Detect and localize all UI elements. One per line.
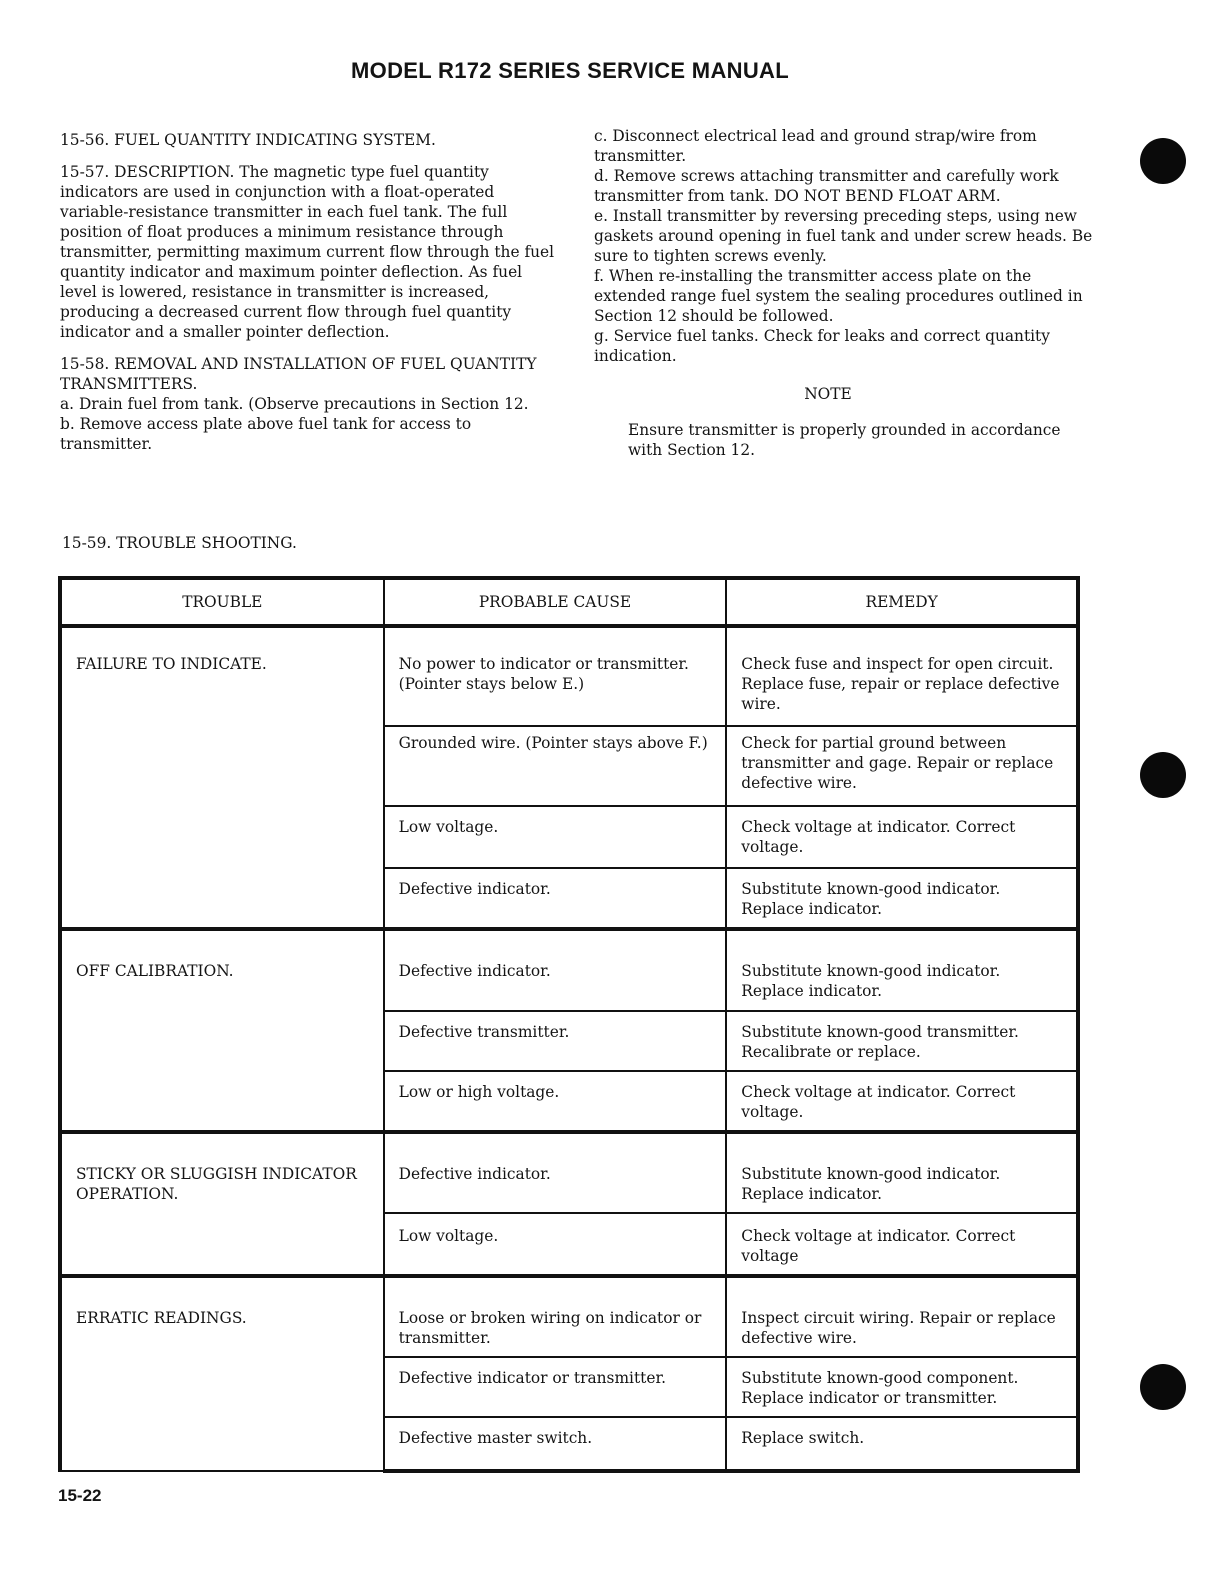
cause-cell: Low voltage.: [384, 806, 727, 868]
remedy-cell: Inspect circuit wiring. Repair or replace defective wire.: [726, 1276, 1078, 1357]
note-heading: NOTE: [804, 385, 852, 403]
table-row: [60, 1276, 1078, 1357]
column-header-remedy: REMEDY: [726, 578, 1078, 626]
table-row: [60, 626, 1078, 726]
trouble-off-calibration: OFF CALIBRATION.: [60, 929, 384, 1132]
step-g: g. Service fuel tanks. Check for leaks and correct quantity indication.: [594, 327, 1050, 365]
troubleshooting-table: [58, 576, 1080, 1473]
cause-cell: Defective master switch.: [384, 1417, 727, 1471]
step-d: d. Remove screws attaching transmitter and carefully work transmitter from tank. DO NOT BEND FLOAT ARM.: [594, 167, 1059, 205]
section-heading-fuel-quantity: 15-56. FUEL QUANTITY INDICATING SYSTEM.: [60, 131, 436, 149]
page-number: 15-22: [58, 1486, 102, 1505]
remedy-cell: Substitute known-good indicator. Replace indicator.: [726, 929, 1078, 1011]
step-c: c. Disconnect electrical lead and ground strap/wire from transmitter.: [594, 127, 1037, 165]
remedy-cell: Substitute known-good component. Replace indicator or transmitter.: [726, 1357, 1078, 1417]
remedy-cell: Check fuse and inspect for open circuit. Replace fuse, repair or replace defective wire.: [726, 626, 1078, 726]
remedy-cell: Substitute known-good indicator. Replace indicator.: [726, 868, 1078, 929]
page-title: MODEL R172 SERIES SERVICE MANUAL: [351, 58, 789, 83]
table-row: [60, 929, 1078, 1011]
troubleshooting-heading: 15-59. TROUBLE SHOOTING.: [62, 534, 297, 552]
cause-cell: Defective indicator.: [384, 868, 727, 929]
remedy-cell: Substitute known-good indicator. Replace indicator.: [726, 1132, 1078, 1213]
cause-cell: Defective indicator or transmitter.: [384, 1357, 727, 1417]
trouble-sticky-sluggish: STICKY OR SLUGGISH INDICATOR OPERATION.: [60, 1132, 384, 1276]
step-f: f. When re-installing the transmitter access plate on the extended range fuel system the sealing procedures outlined in Section 12 should be followed.: [594, 267, 1083, 325]
column-header-probable-cause: PROBABLE CAUSE: [384, 578, 727, 626]
column-header-trouble: TROUBLE: [60, 578, 384, 626]
cause-cell: Defective indicator.: [384, 1132, 727, 1213]
description-paragraph: 15-57. DESCRIPTION. The magnetic type fuel quantity indicators are used in conjunction with a float-operated variable-resistance transmitter in each fuel tank. The full position of float produces a minimum resistance through transmitter, permitting maximum current flow through the fuel quantity indicator and maximum pointer deflection. As fuel level is lowered, resistance in transmitter is increased, producing a decreased current flow through fuel quantity indicator and a smaller pointer deflection.: [60, 163, 555, 341]
cause-cell: Defective indicator.: [384, 929, 727, 1011]
table-row: [60, 1132, 1078, 1213]
step-b: b. Remove access plate above fuel tank for access to transmitter.: [60, 415, 472, 453]
remedy-cell: Check for partial ground between transmitter and gage. Repair or replace defective wire.: [726, 726, 1078, 806]
remedy-cell: Substitute known-good transmitter. Recalibrate or replace.: [726, 1011, 1078, 1071]
remedy-cell: Replace switch.: [726, 1417, 1078, 1471]
cause-cell: Loose or broken wiring on indicator or transmitter.: [384, 1276, 727, 1357]
binder-hole-top: [1140, 138, 1186, 184]
remedy-cell: Check voltage at indicator. Correct voltage: [726, 1213, 1078, 1276]
right-column: [594, 126, 1094, 460]
binder-hole-middle: [1140, 752, 1186, 798]
cause-cell: Low or high voltage.: [384, 1071, 727, 1132]
binder-hole-bottom: [1140, 1364, 1186, 1410]
note-text: Ensure transmitter is properly grounded in accordance with Section 12.: [628, 421, 1061, 459]
step-a: a. Drain fuel from tank. (Observe precautions in Section 12.: [60, 395, 529, 413]
trouble-failure-to-indicate: FAILURE TO INDICATE.: [60, 626, 384, 929]
left-column: [60, 130, 560, 454]
trouble-erratic-readings: ERRATIC READINGS.: [60, 1276, 384, 1471]
cause-cell: Low voltage.: [384, 1213, 727, 1276]
cause-cell: Defective transmitter.: [384, 1011, 727, 1071]
step-e: e. Install transmitter by reversing preceding steps, using new gaskets around opening in fuel tank and under screw heads. Be sure to tighten screws evenly.: [594, 207, 1093, 265]
remedy-cell: Check voltage at indicator. Correct voltage.: [726, 1071, 1078, 1132]
table-header-row: [60, 578, 1078, 626]
remedy-cell: Check voltage at indicator. Correct voltage.: [726, 806, 1078, 868]
section-heading-removal: 15-58. REMOVAL AND INSTALLATION OF FUEL QUANTITY TRANSMITTERS.: [60, 355, 537, 393]
cause-cell: Grounded wire. (Pointer stays above F.): [384, 726, 727, 806]
cause-cell: No power to indicator or transmitter. (Pointer stays below E.): [384, 626, 727, 726]
